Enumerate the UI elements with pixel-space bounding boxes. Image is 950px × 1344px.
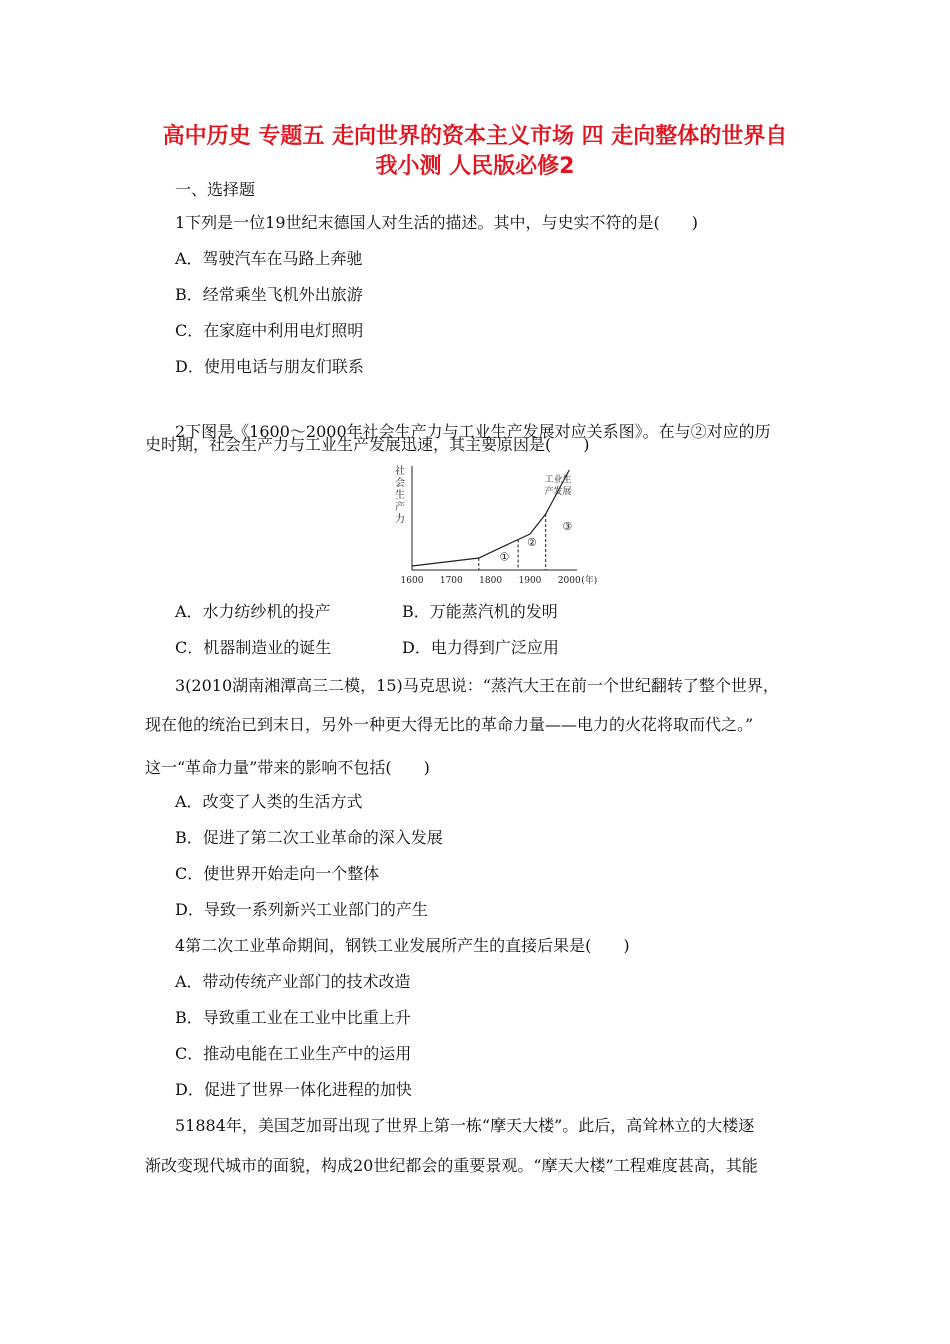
q3-stem-line-2: 现在他的统治已到末日，另外一种更大得无比的革命力量——电力的火花将取而代之。” xyxy=(145,715,754,734)
q4-option-b: B．导致重工业在工业中比重上升 xyxy=(175,1008,411,1027)
q2-option-c: C．机器制造业的诞生 xyxy=(175,638,332,657)
period-label: ③ xyxy=(562,520,573,533)
q3-option-d: D．导致一系列新兴工业部门的产生 xyxy=(175,900,428,919)
q2-stem-line-1: 2下图是《1600～2000年社会生产力与工业生产发展对应关系图》。在与②对应的历 xyxy=(175,422,771,441)
q3-stem-line-3: 这一“革命力量”带来的影响不包括( ) xyxy=(145,758,430,777)
period-label: ① xyxy=(499,550,510,564)
q2-option-b: B．万能蒸汽机的发明 xyxy=(402,602,558,621)
q3-option-b: B．促进了第二次工业革命的深入发展 xyxy=(175,828,443,847)
x-tick-label: 1800 xyxy=(479,576,503,586)
x-tick-label: 2000 xyxy=(557,576,581,586)
page-title-line-2: 我小测 人民版必修2 xyxy=(375,154,575,179)
q3-option-a: A．改变了人类的生活方式 xyxy=(175,792,363,811)
chart-labels xyxy=(395,464,597,586)
q4-stem: 4第二次工业革命期间，钢铁工业发展所产生的直接后果是( ) xyxy=(175,936,630,955)
period-label: ② xyxy=(526,536,537,549)
x-tick-label: 1600 xyxy=(400,576,424,586)
q3-stem-line-1: 3(2010湖南湘潭高三二模，15)马克思说：“蒸汽大王在前一个世纪翻转了整个世界， xyxy=(175,676,779,695)
q2-option-d: D．电力得到广泛应用 xyxy=(402,638,559,657)
series-label: 工业生产发展 xyxy=(544,475,572,497)
x-tick-label: 1900 xyxy=(518,576,542,586)
q2-option-a: A．水力纺纱机的投产 xyxy=(175,602,331,621)
y-axis-label: 社会生产力 xyxy=(395,466,405,525)
q1-option-a: A．驾驶汽车在马路上奔驰 xyxy=(175,249,363,268)
q5-stem-line-1: 51884年，美国芝加哥出现了世界上第一栋“摩天大楼”。此后，高耸林立的大楼逐 xyxy=(175,1116,755,1135)
page-title-line-1: 高中历史 专题五 走向世界的资本主义市场 四 走向整体的世界自 xyxy=(162,124,788,149)
q4-option-a: A．带动传统产业部门的技术改造 xyxy=(175,972,411,991)
q1-option-d: D．使用电话与朋友们联系 xyxy=(175,357,364,376)
x-unit-label: (年) xyxy=(581,576,598,586)
q4-option-d: D．促进了世界一体化进程的加快 xyxy=(175,1080,412,1099)
q4-option-c: C．推动电能在工业生产中的运用 xyxy=(175,1044,412,1063)
q2-stem-line-2: 史时期，社会生产力与工业生产发展迅速，其主要原因是( ) xyxy=(145,435,590,454)
productivity-chart xyxy=(395,462,598,592)
q1-option-c: C．在家庭中利用电灯照明 xyxy=(175,321,364,340)
q3-option-c: C．使世界开始走向一个整体 xyxy=(175,864,380,883)
q1-option-b: B．经常乘坐飞机外出旅游 xyxy=(175,285,363,304)
x-tick-label: 1700 xyxy=(439,576,463,586)
q1-stem: 1下列是一位19世纪末德国人对生活的描述。其中，与史实不符的是( ) xyxy=(175,213,699,232)
section-heading: 一、选择题 xyxy=(175,180,256,199)
q5-stem-line-2: 渐改变现代城市的面貌，构成20世纪都会的重要景观。“摩天大楼”工程难度甚高，其能 xyxy=(145,1156,758,1175)
